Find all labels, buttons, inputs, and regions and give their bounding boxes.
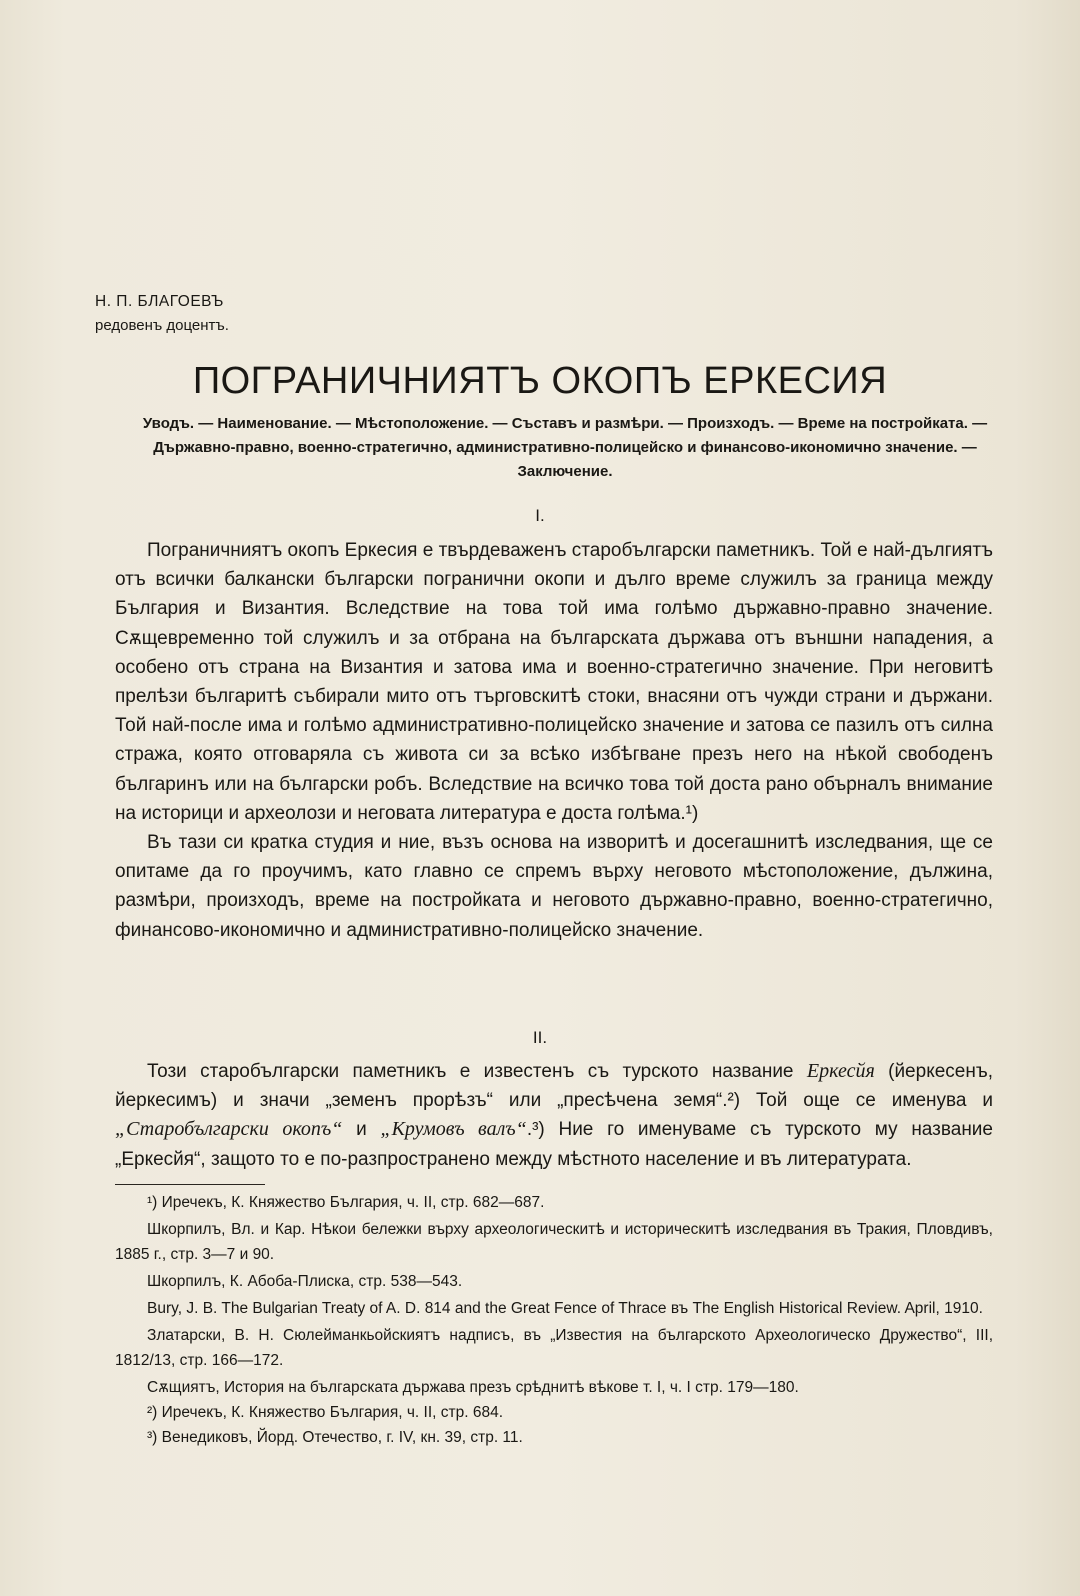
footnote-divider: [115, 1184, 265, 1185]
footnote: ¹) Иречекъ, К. Княжество България, ч. II, стр. 682—687.: [147, 1194, 545, 1211]
footnotes: [115, 1190, 993, 1450]
article-title: ПОГРАНИЧНИЯТЪ ОКОПЪ ЕРКЕСИЯ: [192, 360, 888, 402]
italic-term: „Старобългарски окопъ“: [115, 1118, 343, 1141]
italic-term: „Крумовъ валъ“: [380, 1118, 527, 1141]
italic-term: Еркесйя: [806, 1060, 875, 1082]
footnote: Сѫщиятъ, История на българската държава презъ срѣднитѣ вѣкове т. I, ч. I стр. 179—180.: [147, 1379, 799, 1396]
paragraph-text: Този старобългарски паметникъ е известенъ съ турското название: [147, 1061, 807, 1082]
footnote: ²) Иречекъ, К. Княжество България, ч. II, стр. 684.: [147, 1404, 504, 1421]
author-name: Н. П. БЛАГОЕВЪ: [95, 293, 224, 310]
paragraph: Въ тази си кратка студия и ние, възъ основа на изворитѣ и досегашнитѣ изследвания, ще се опитаме да го проучимъ, като главно се спремъ върху неговото мѣстоположение, дължина, размѣри, произходъ, време на постройката и неговото държавно-правно, военно-стратегично, финансово-икономично и административно-полицейско значение.: [115, 832, 993, 941]
author-role: редовенъ доцентъ.: [95, 317, 229, 334]
paragraph: Пограничниятъ окопъ Еркесия е твърдеваженъ старобългарски паметникъ. Той е най-дългиятъ отъ всички балкански български погранични окопи и дълго време служилъ за граница между България и Византия. Вследствие на това той има голѣмо държавно-правно значение. Сѫщевременно той служилъ и за отбрана на българската държава отъ външни нападения, а особено отъ страна на Византия и затова има и военно-стратегично значение. При неговитѣ прелѣзи българитѣ събирали мито отъ търговскитѣ стоки, внасяни отъ чужди страни и държани. Той най-после има и голѣмо административно-полицейско значение и затова се пазилъ отъ силна стража, която отговаряла съ живота си за всѣко избѣгване презъ него на нѣкой свободенъ българинъ или на български робъ. Вследствие на всичко това той доста рано обърналъ внимание на историци и археолози и неговата литература е доста голѣма.¹): [115, 540, 993, 824]
footnote: ³) Венедиковъ, Йорд. Отечество, г. IV, кн. 39, стр. 11.: [147, 1429, 523, 1446]
paragraph: [115, 1057, 993, 1174]
footnote: Шкорпилъ, К. Абоба-Плиска, стр. 538—543.: [147, 1273, 463, 1290]
author-block: [95, 290, 229, 338]
section-2-body: [115, 1057, 993, 1174]
article-summary: Уводъ. — Наименование. — Мѣстоположение. — Съставъ и размѣри. — Произходъ. — Време на постройката. — Държавно-правно, военно-стратегично, административно-полицейско и финансово-икономично значение. — Заключение.: [142, 415, 988, 480]
paragraph-text: и: [342, 1119, 381, 1141]
section-1-body: [115, 536, 993, 945]
footnote: Златарски, В. Н. Сюлейманкьойскиятъ надписъ, въ „Известия на българското Археологическо Дружество“, III, 1812/13, стр. 166—172.: [115, 1327, 993, 1369]
paragraph-text: .³) Ние го именуваме съ турското му название „Еркесйя“, защото то е по-разпространено между мѣстното население и въ литературата.: [115, 1119, 993, 1170]
section-number-2: II.: [532, 1028, 548, 1047]
footnote: Шкорпилъ, Вл. и Кар. Нѣкои бележки върху археологическитѣ и историческитѣ изследвания въ Тракия, Пловдивъ, 1885 г., стр. 3—7 и 90.: [115, 1221, 993, 1263]
footnote: Bury, J. B. The Bulgarian Treaty of A. D. 814 and the Great Fence of Thrace въ The English Historical Review. April, 1910.: [147, 1300, 983, 1317]
section-number-1: I.: [535, 506, 545, 525]
paragraph-text: (йеркесенъ, йеркесимъ) и значи „земенъ прорѣзъ“ или „пресѣчена земя“.²) Той още се именува и: [115, 1061, 993, 1112]
